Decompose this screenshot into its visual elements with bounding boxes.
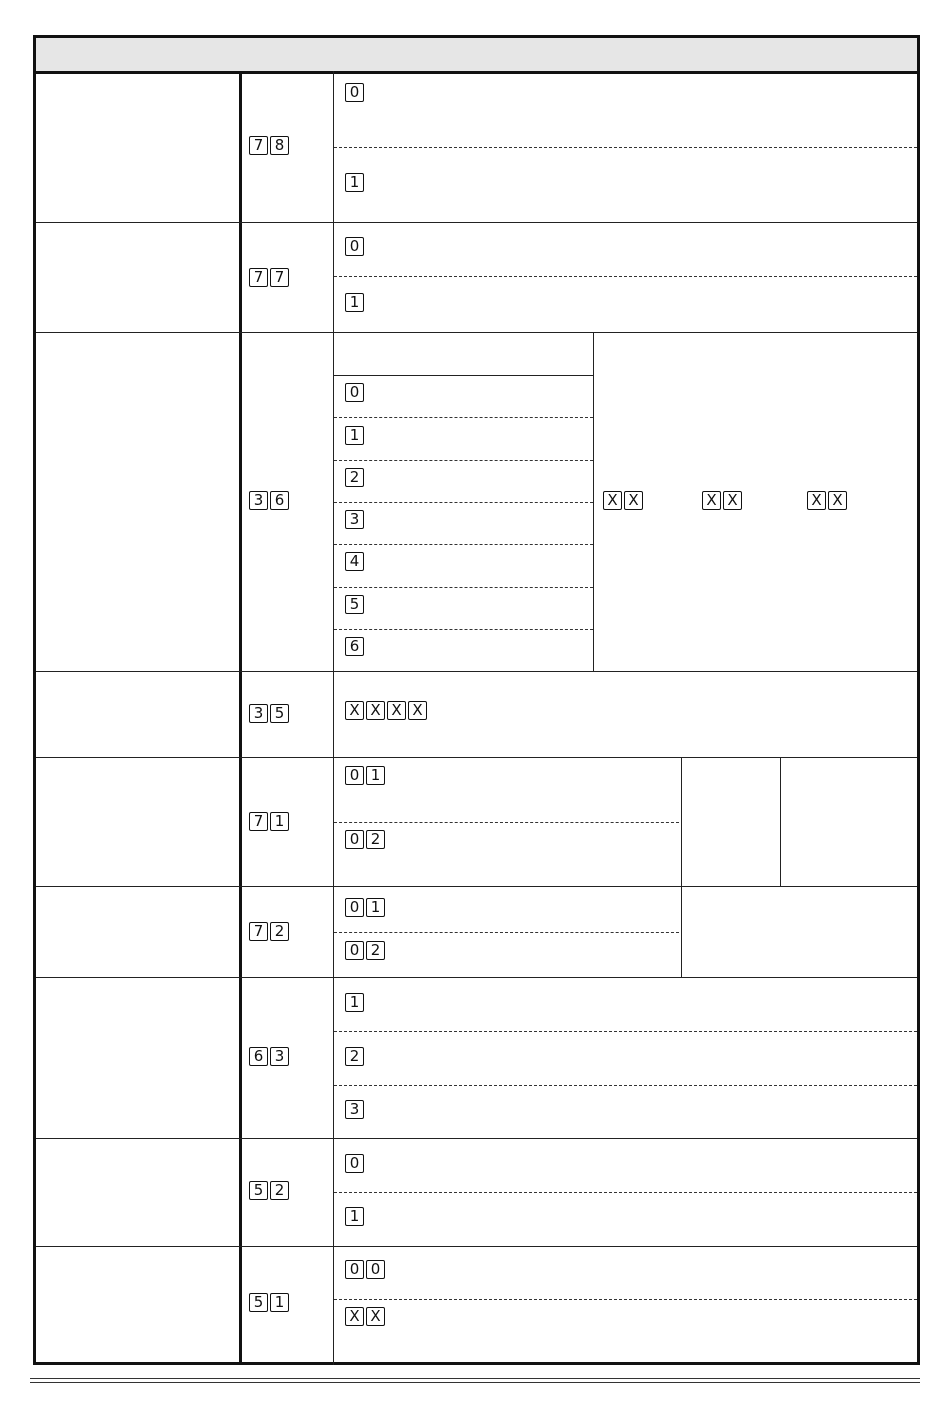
option-keys (345, 293, 364, 312)
option-separator (334, 629, 593, 630)
option-keys (345, 993, 364, 1012)
option-separator (334, 502, 593, 503)
key-cap: X (387, 701, 406, 720)
row-separator (36, 671, 917, 672)
key-cap: X (408, 701, 427, 720)
key-cap: 7 (249, 268, 268, 287)
key-cap: X (366, 701, 385, 720)
option-keys (345, 595, 364, 614)
key-cap: 6 (249, 1047, 268, 1066)
key-cap: 2 (366, 830, 385, 849)
key-cap: X (828, 491, 847, 510)
option-keys (345, 510, 364, 529)
key-cap: 3 (345, 1100, 364, 1119)
key-cap: 1 (345, 173, 364, 192)
footer-rule (30, 1378, 920, 1379)
code-keys-51 (249, 1293, 289, 1312)
key-cap: 2 (270, 922, 289, 941)
option-separator (334, 932, 679, 933)
option-separator (334, 822, 679, 823)
option-keys (345, 830, 385, 849)
key-cap: 5 (249, 1293, 268, 1312)
key-cap: 0 (345, 1154, 364, 1173)
option-keys (345, 468, 364, 487)
key-cap: 0 (345, 83, 364, 102)
option-keys (345, 766, 385, 785)
key-cap: 1 (366, 898, 385, 917)
option-separator (334, 1031, 917, 1032)
key-cap: X (345, 701, 364, 720)
code-keys-78 (249, 136, 289, 155)
format-keys (603, 491, 643, 510)
key-cap: 3 (345, 510, 364, 529)
key-cap: 1 (345, 1207, 364, 1226)
key-cap: 8 (270, 136, 289, 155)
option-separator (334, 417, 593, 418)
option-keys (345, 941, 385, 960)
key-cap: 0 (345, 1260, 364, 1279)
key-cap: 0 (345, 941, 364, 960)
subheader-separator (334, 375, 593, 376)
option-separator (334, 544, 593, 545)
code-keys-35 (249, 704, 289, 723)
row-separator (36, 332, 917, 333)
key-cap: 0 (345, 383, 364, 402)
key-cap: 1 (345, 426, 364, 445)
key-cap: 4 (345, 552, 364, 571)
key-cap: X (624, 491, 643, 510)
option-keys (345, 898, 385, 917)
option-keys (345, 1154, 364, 1173)
row-separator (36, 757, 917, 758)
key-cap: 7 (249, 812, 268, 831)
option-keys (345, 552, 364, 571)
code-keys-52 (249, 1181, 289, 1200)
key-cap: 0 (345, 830, 364, 849)
option-keys (345, 173, 364, 192)
key-cap: 0 (366, 1260, 385, 1279)
option-keys (345, 1047, 364, 1066)
key-cap: 0 (345, 898, 364, 917)
key-cap: X (603, 491, 622, 510)
key-cap: 1 (345, 993, 364, 1012)
key-cap: 1 (270, 812, 289, 831)
key-cap: X (345, 1307, 364, 1326)
option-keys (345, 426, 364, 445)
row-separator (36, 222, 917, 223)
key-cap: 5 (270, 704, 289, 723)
key-cap: 1 (270, 1293, 289, 1312)
column-divider (780, 758, 781, 886)
option-keys (345, 383, 364, 402)
code-keys-36 (249, 491, 289, 510)
option-keys (345, 1307, 385, 1326)
key-cap: 0 (345, 766, 364, 785)
option-keys (345, 1260, 385, 1279)
option-separator (334, 1299, 917, 1300)
key-cap: 1 (366, 766, 385, 785)
option-keys (345, 1207, 364, 1226)
code-keys-71 (249, 812, 289, 831)
key-cap: 2 (345, 1047, 364, 1066)
key-cap: 1 (345, 293, 364, 312)
key-cap: 5 (345, 595, 364, 614)
option-separator (334, 276, 917, 277)
key-cap: 3 (249, 491, 268, 510)
key-cap: 3 (249, 704, 268, 723)
row-separator (36, 1138, 917, 1139)
option-keys (345, 637, 364, 656)
option-keys (345, 83, 364, 102)
row-separator (36, 977, 917, 978)
format-keys (702, 491, 742, 510)
key-cap: 0 (345, 237, 364, 256)
code-keys-72 (249, 922, 289, 941)
key-cap: 2 (345, 468, 364, 487)
key-cap: 7 (249, 922, 268, 941)
row-separator (36, 886, 917, 887)
option-separator (334, 1085, 917, 1086)
key-cap: 2 (270, 1181, 289, 1200)
key-cap: 3 (270, 1047, 289, 1066)
key-cap: 7 (249, 136, 268, 155)
key-cap: X (807, 491, 826, 510)
option-keys (345, 1100, 364, 1119)
option-separator (334, 147, 917, 148)
format-keys (807, 491, 847, 510)
code-keys-77 (249, 268, 289, 287)
key-cap: 2 (366, 941, 385, 960)
option-keys (345, 237, 364, 256)
row-separator (36, 1246, 917, 1247)
table-header (36, 38, 917, 74)
column-divider-name (239, 71, 242, 1365)
column-divider (681, 758, 682, 886)
column-divider (681, 887, 682, 977)
option-separator (334, 587, 593, 588)
option-separator (334, 460, 593, 461)
key-cap: 6 (345, 637, 364, 656)
key-cap: X (723, 491, 742, 510)
column-divider-code (333, 71, 334, 1365)
column-divider-format (593, 333, 594, 671)
settings-table (33, 35, 920, 1365)
option-keys (345, 701, 427, 720)
key-cap: X (366, 1307, 385, 1326)
option-separator (334, 1192, 917, 1193)
key-cap: X (702, 491, 721, 510)
key-cap: 5 (249, 1181, 268, 1200)
key-cap: 7 (270, 268, 289, 287)
code-keys-63 (249, 1047, 289, 1066)
footer-rule (30, 1382, 920, 1383)
key-cap: 6 (270, 491, 289, 510)
